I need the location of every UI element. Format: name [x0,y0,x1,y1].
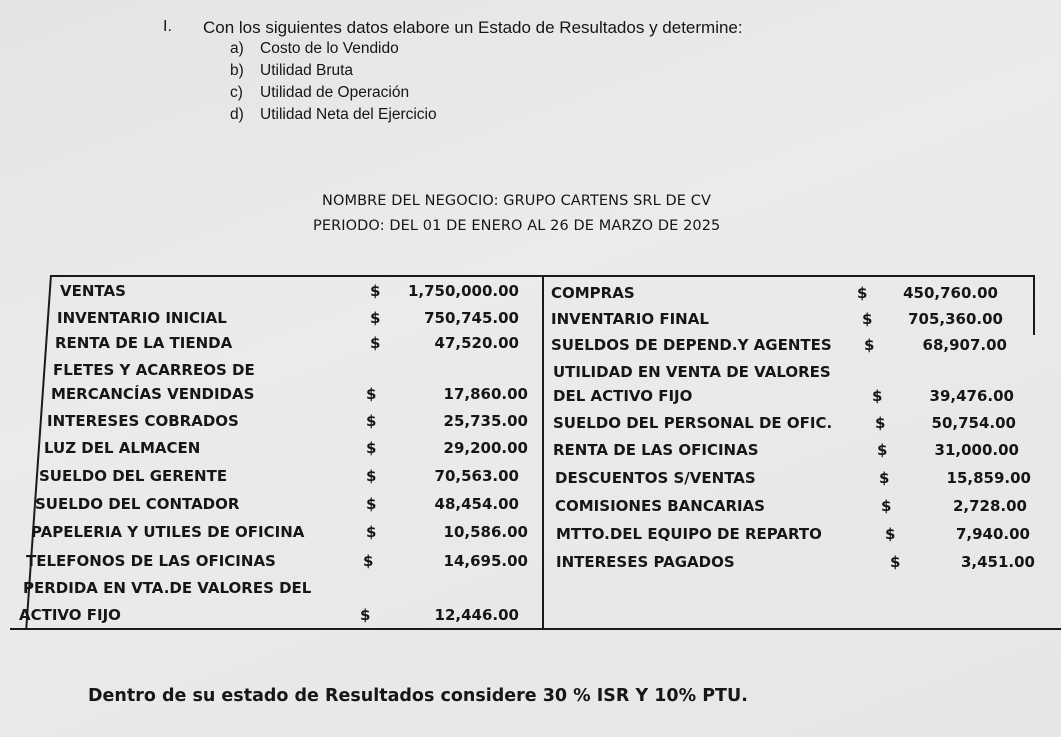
item-text: Utilidad Bruta [260,62,354,79]
left-label: SUELDO DEL GERENTE [39,467,228,485]
left-amount: 48,454.00 [434,495,519,513]
right-amount: 705,360.00 [908,310,1003,328]
instruction-text: Con los siguientes datos elabore un Estado de Resultados y determine: [203,18,743,37]
currency-symbol: $ [366,467,377,485]
currency-symbol: $ [363,552,374,570]
left-amount: 12,446.00 [434,606,519,624]
period: PERIODO: DEL 01 DE ENERO AL 26 DE MARZO DE 2025 [313,218,721,234]
left-amount: 14,695.00 [443,552,528,570]
left-amount: 10,586.00 [443,523,528,541]
right-label: COMPRAS [551,284,635,302]
item-letter: d) [230,106,244,123]
currency-symbol: $ [366,495,377,513]
right-label: COMISIONES BANCARIAS [555,497,765,515]
left-label: INVENTARIO INICIAL [57,309,227,327]
currency-symbol: $ [370,282,381,300]
left-amount: 70,563.00 [434,467,519,485]
currency-symbol: $ [864,336,875,354]
right-amount: 31,000.00 [934,441,1019,459]
right-amount: 50,754.00 [931,414,1016,432]
currency-symbol: $ [366,523,377,541]
table-border-bottom [10,628,1061,630]
right-amount: 39,476.00 [929,387,1014,405]
currency-symbol: $ [881,497,892,515]
left-amount: 1,750,000.00 [407,282,519,300]
currency-symbol: $ [879,469,890,487]
right-label: INTERESES PAGADOS [556,553,735,571]
left-amount: 25,735.00 [443,412,528,430]
right-amount: 2,728.00 [952,497,1027,515]
currency-symbol: $ [890,553,901,571]
right-amount: 7,940.00 [955,525,1030,543]
left-label: FLETES Y ACARREOS DE [53,361,255,379]
right-amount: 450,760.00 [903,284,998,302]
currency-symbol: $ [862,310,873,328]
left-label: RENTA DE LA TIENDA [55,334,233,352]
item-text: Costo de lo Vendido [260,40,399,57]
currency-symbol: $ [370,334,381,352]
currency-symbol: $ [366,412,377,430]
item-letter: a) [230,40,244,57]
right-label: RENTA DE LAS OFICINAS [553,441,759,459]
left-amount: 29,200.00 [443,439,528,457]
currency-symbol: $ [857,284,868,302]
table-border-right [1033,275,1035,335]
right-label: INVENTARIO FINAL [551,310,709,328]
currency-symbol: $ [885,525,896,543]
right-label-cont: DEL ACTIVO FIJO [553,387,693,405]
currency-symbol: $ [366,385,377,403]
right-amount: 3,451.00 [960,553,1035,571]
left-amount: 47,520.00 [434,334,519,352]
business-name: NOMBRE DEL NEGOCIO: GRUPO CARTENS SRL DE CV [322,193,711,209]
left-amount: 750,745.00 [424,309,519,327]
instruction-item [230,106,437,124]
currency-symbol: $ [877,441,888,459]
item-text: Utilidad de Operación [260,84,410,101]
currency-symbol: $ [872,387,883,405]
left-label: INTERESES COBRADOS [47,412,239,430]
left-label: SUELDO DEL CONTADOR [35,495,240,513]
item-letter: b) [230,62,244,79]
instruction-item [230,84,409,102]
right-label: SUELDO DEL PERSONAL DE OFIC. [553,414,833,432]
right-label: DESCUENTOS S/VENTAS [555,469,756,487]
data-table [10,275,1061,630]
instruction-item [230,62,353,80]
right-label: UTILIDAD EN VENTA DE VALORES [553,363,831,381]
instruction-item [230,40,399,58]
left-label: LUZ DEL ALMACEN [44,439,201,457]
footer-note: Dentro de su estado de Resultados considere 30 % ISR Y 10% PTU. [88,686,748,706]
left-label: PERDIDA EN VTA.DE VALORES DEL [23,579,312,597]
right-label: SUELDOS DE DEPEND.Y AGENTES [551,336,832,354]
right-label: MTTO.DEL EQUIPO DE REPARTO [556,525,822,543]
left-label-cont: MERCANCÍAS VENDIDAS [51,385,255,403]
left-label-cont: ACTIVO FIJO [19,606,121,624]
section-numeral: I. [163,18,172,35]
currency-symbol: $ [370,309,381,327]
item-letter: c) [230,84,243,101]
item-text: Utilidad Neta del Ejercicio [260,106,437,123]
right-amount: 15,859.00 [946,469,1031,487]
left-amount: 17,860.00 [443,385,528,403]
currency-symbol: $ [366,439,377,457]
left-label: TELEFONOS DE LAS OFICINAS [26,552,276,570]
right-amount: 68,907.00 [922,336,1007,354]
table-divider [542,275,544,630]
left-label: PAPELERIA Y UTILES DE OFICINA [31,523,305,541]
left-label: VENTAS [60,282,126,300]
currency-symbol: $ [875,414,886,432]
currency-symbol: $ [360,606,371,624]
